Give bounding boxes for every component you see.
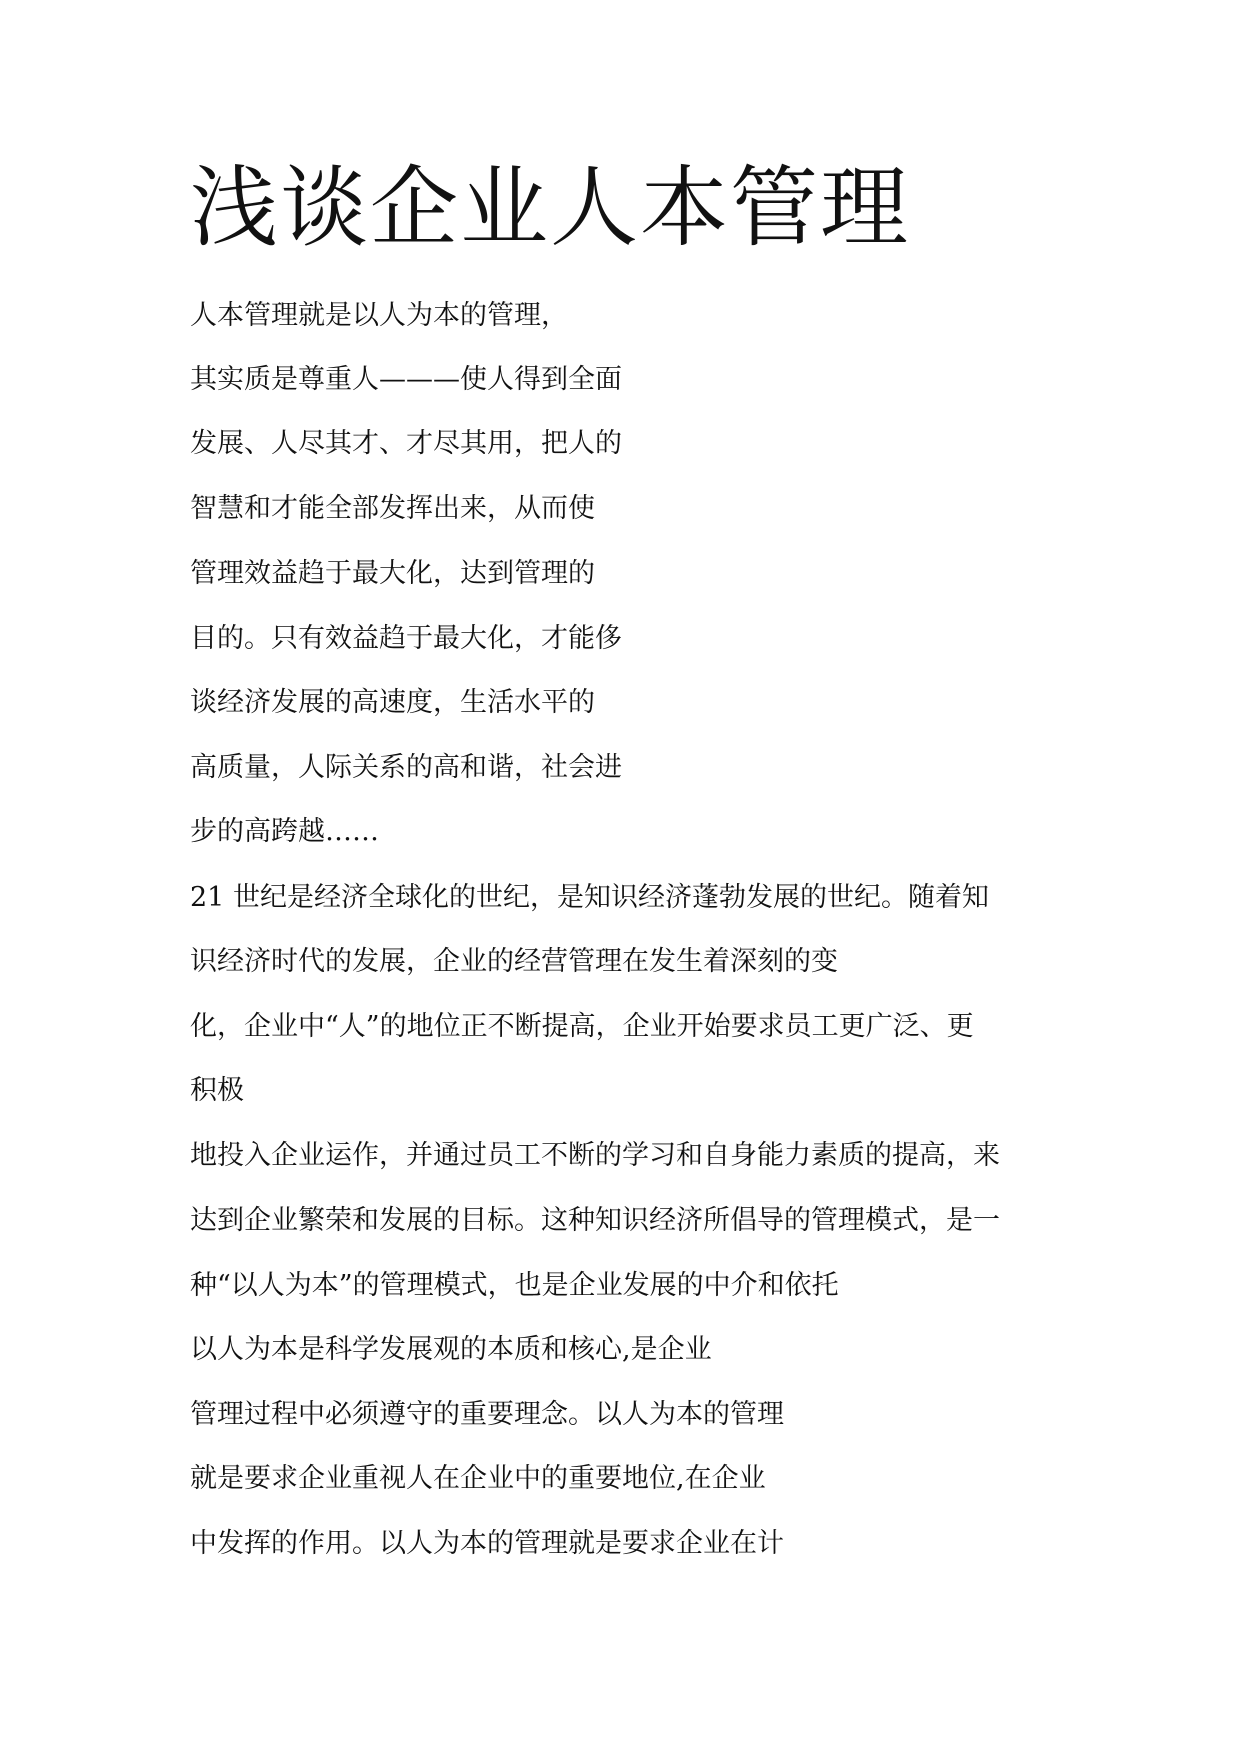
body-line: 21 世纪是经济全球化的世纪，是知识经济蓬勃发展的世纪。随着知 bbox=[190, 882, 989, 913]
body-line: 人本管理就是以人为本的管理， bbox=[190, 300, 568, 331]
body-line: 种“以人为本”的管理模式，也是企业发展的中介和依托 bbox=[190, 1270, 839, 1301]
body-line: 管理效益趋于最大化，达到管理的 bbox=[190, 558, 595, 589]
body-line: 管理过程中必须遵守的重要理念。以人为本的管理 bbox=[190, 1399, 784, 1430]
body-line: 化，企业中“人”的地位正不断提高，企业开始要求员工更广泛、更 bbox=[190, 1011, 974, 1042]
body-line: 谈经济发展的高速度，生活水平的 bbox=[190, 687, 595, 718]
body-line: 中发挥的作用。以人为本的管理就是要求企业在计 bbox=[190, 1528, 784, 1559]
body-line: 就是要求企业重视人在企业中的重要地位,在企业 bbox=[190, 1463, 766, 1494]
body-line: 目的。只有效益趋于最大化，才能侈 bbox=[190, 623, 622, 654]
body-line: 达到企业繁荣和发展的目标。这种知识经济所倡导的管理模式，是一 bbox=[190, 1205, 1000, 1236]
body-line: 地投入企业运作，并通过员工不断的学习和自身能力素质的提高，来 bbox=[190, 1140, 1000, 1171]
body-line: 步的高跨越…… bbox=[190, 816, 379, 847]
document-title: 浅谈企业人本管理 bbox=[190, 156, 911, 259]
body-line: 识经济时代的发展，企业的经营管理在发生着深刻的变 bbox=[190, 946, 838, 977]
body-line: 智慧和才能全部发挥出来，从而使 bbox=[190, 493, 595, 524]
body-line: 积极 bbox=[190, 1075, 244, 1106]
body-line: 其实质是尊重人———使人得到全面 bbox=[190, 364, 622, 395]
body-line: 以人为本是科学发展观的本质和核心,是企业 bbox=[190, 1334, 712, 1365]
body-line: 高质量，人际关系的高和谐，社会进 bbox=[190, 752, 622, 783]
body-line: 发展、人尽其才、才尽其用，把人的 bbox=[190, 428, 622, 459]
